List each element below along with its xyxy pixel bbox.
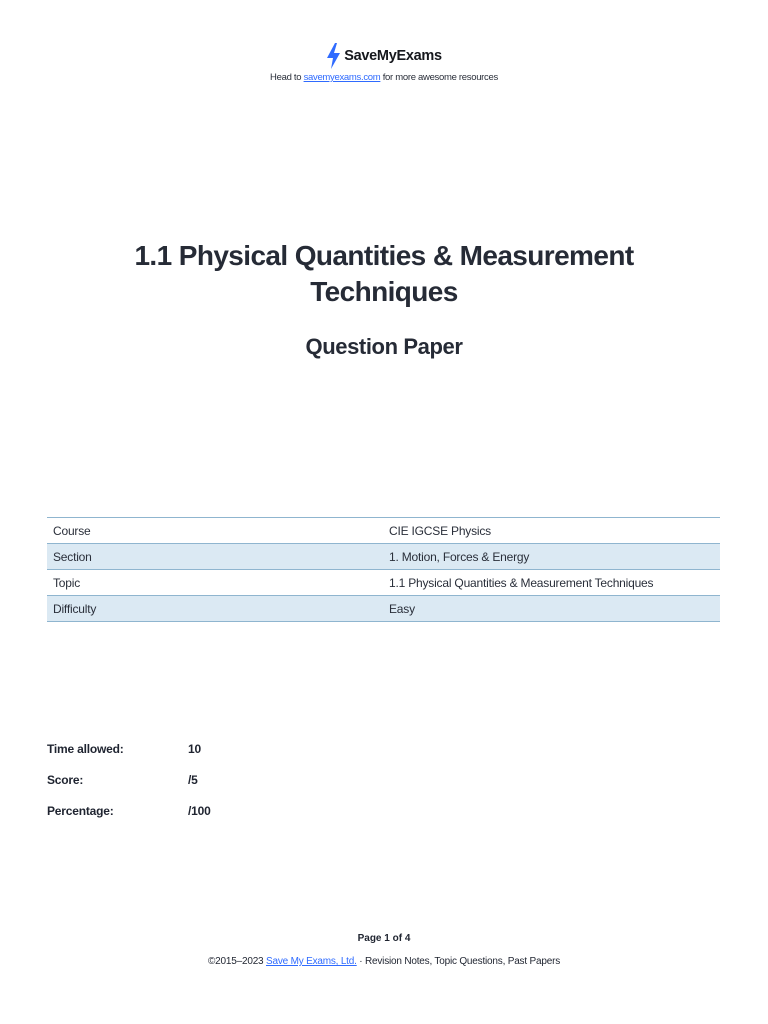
stats-block xyxy=(47,742,211,835)
table-cell-label: Topic xyxy=(47,570,383,596)
footer xyxy=(0,956,768,967)
table-cell-value: Easy xyxy=(383,596,720,622)
stat-value: /100 xyxy=(188,804,211,818)
stat-label: Score: xyxy=(47,773,84,787)
stat-value: 10 xyxy=(188,742,201,756)
stat-value: /5 xyxy=(188,773,198,787)
page-subtitle: Question Paper xyxy=(305,334,463,359)
brand-logo[interactable] xyxy=(0,43,768,69)
stat-score xyxy=(47,773,211,804)
stat-time-allowed xyxy=(47,742,211,773)
page-title: 1.1 Physical Quantities & Measurement Techniques xyxy=(134,240,634,307)
table-row xyxy=(47,570,720,596)
savemyexams-link[interactable]: savemyexams.com xyxy=(303,72,381,83)
tagline-suffix: for more awesome resources xyxy=(380,72,498,83)
footer-suffix: · Revision Notes, Topic Questions, Past Papers xyxy=(356,956,560,967)
table-cell-label: Course xyxy=(47,518,383,544)
table-row xyxy=(47,544,720,570)
table-row xyxy=(47,596,720,622)
header-tagline xyxy=(0,72,768,83)
tagline-prefix: Head to xyxy=(270,72,304,83)
table-cell-label: Difficulty xyxy=(47,596,383,622)
stat-percentage xyxy=(47,804,211,835)
stat-label: Time allowed: xyxy=(47,742,124,756)
lightning-bolt-icon xyxy=(326,43,341,69)
footer-copyright: ©2015–2023 xyxy=(208,956,267,967)
table-cell-value: 1.1 Physical Quantities & Measurement Techniques xyxy=(383,570,720,596)
table-cell-value: 1. Motion, Forces & Energy xyxy=(383,544,720,570)
info-table xyxy=(47,517,720,622)
table-cell-value: CIE IGCSE Physics xyxy=(383,518,720,544)
table-cell-label: Section xyxy=(47,544,383,570)
table-row xyxy=(47,518,720,544)
page-number: Page 1 of 4 xyxy=(357,933,411,944)
brand-name: SaveMyExams xyxy=(344,48,442,64)
company-link[interactable]: Save My Exams, Ltd. xyxy=(266,956,357,967)
stat-label: Percentage: xyxy=(47,804,114,818)
